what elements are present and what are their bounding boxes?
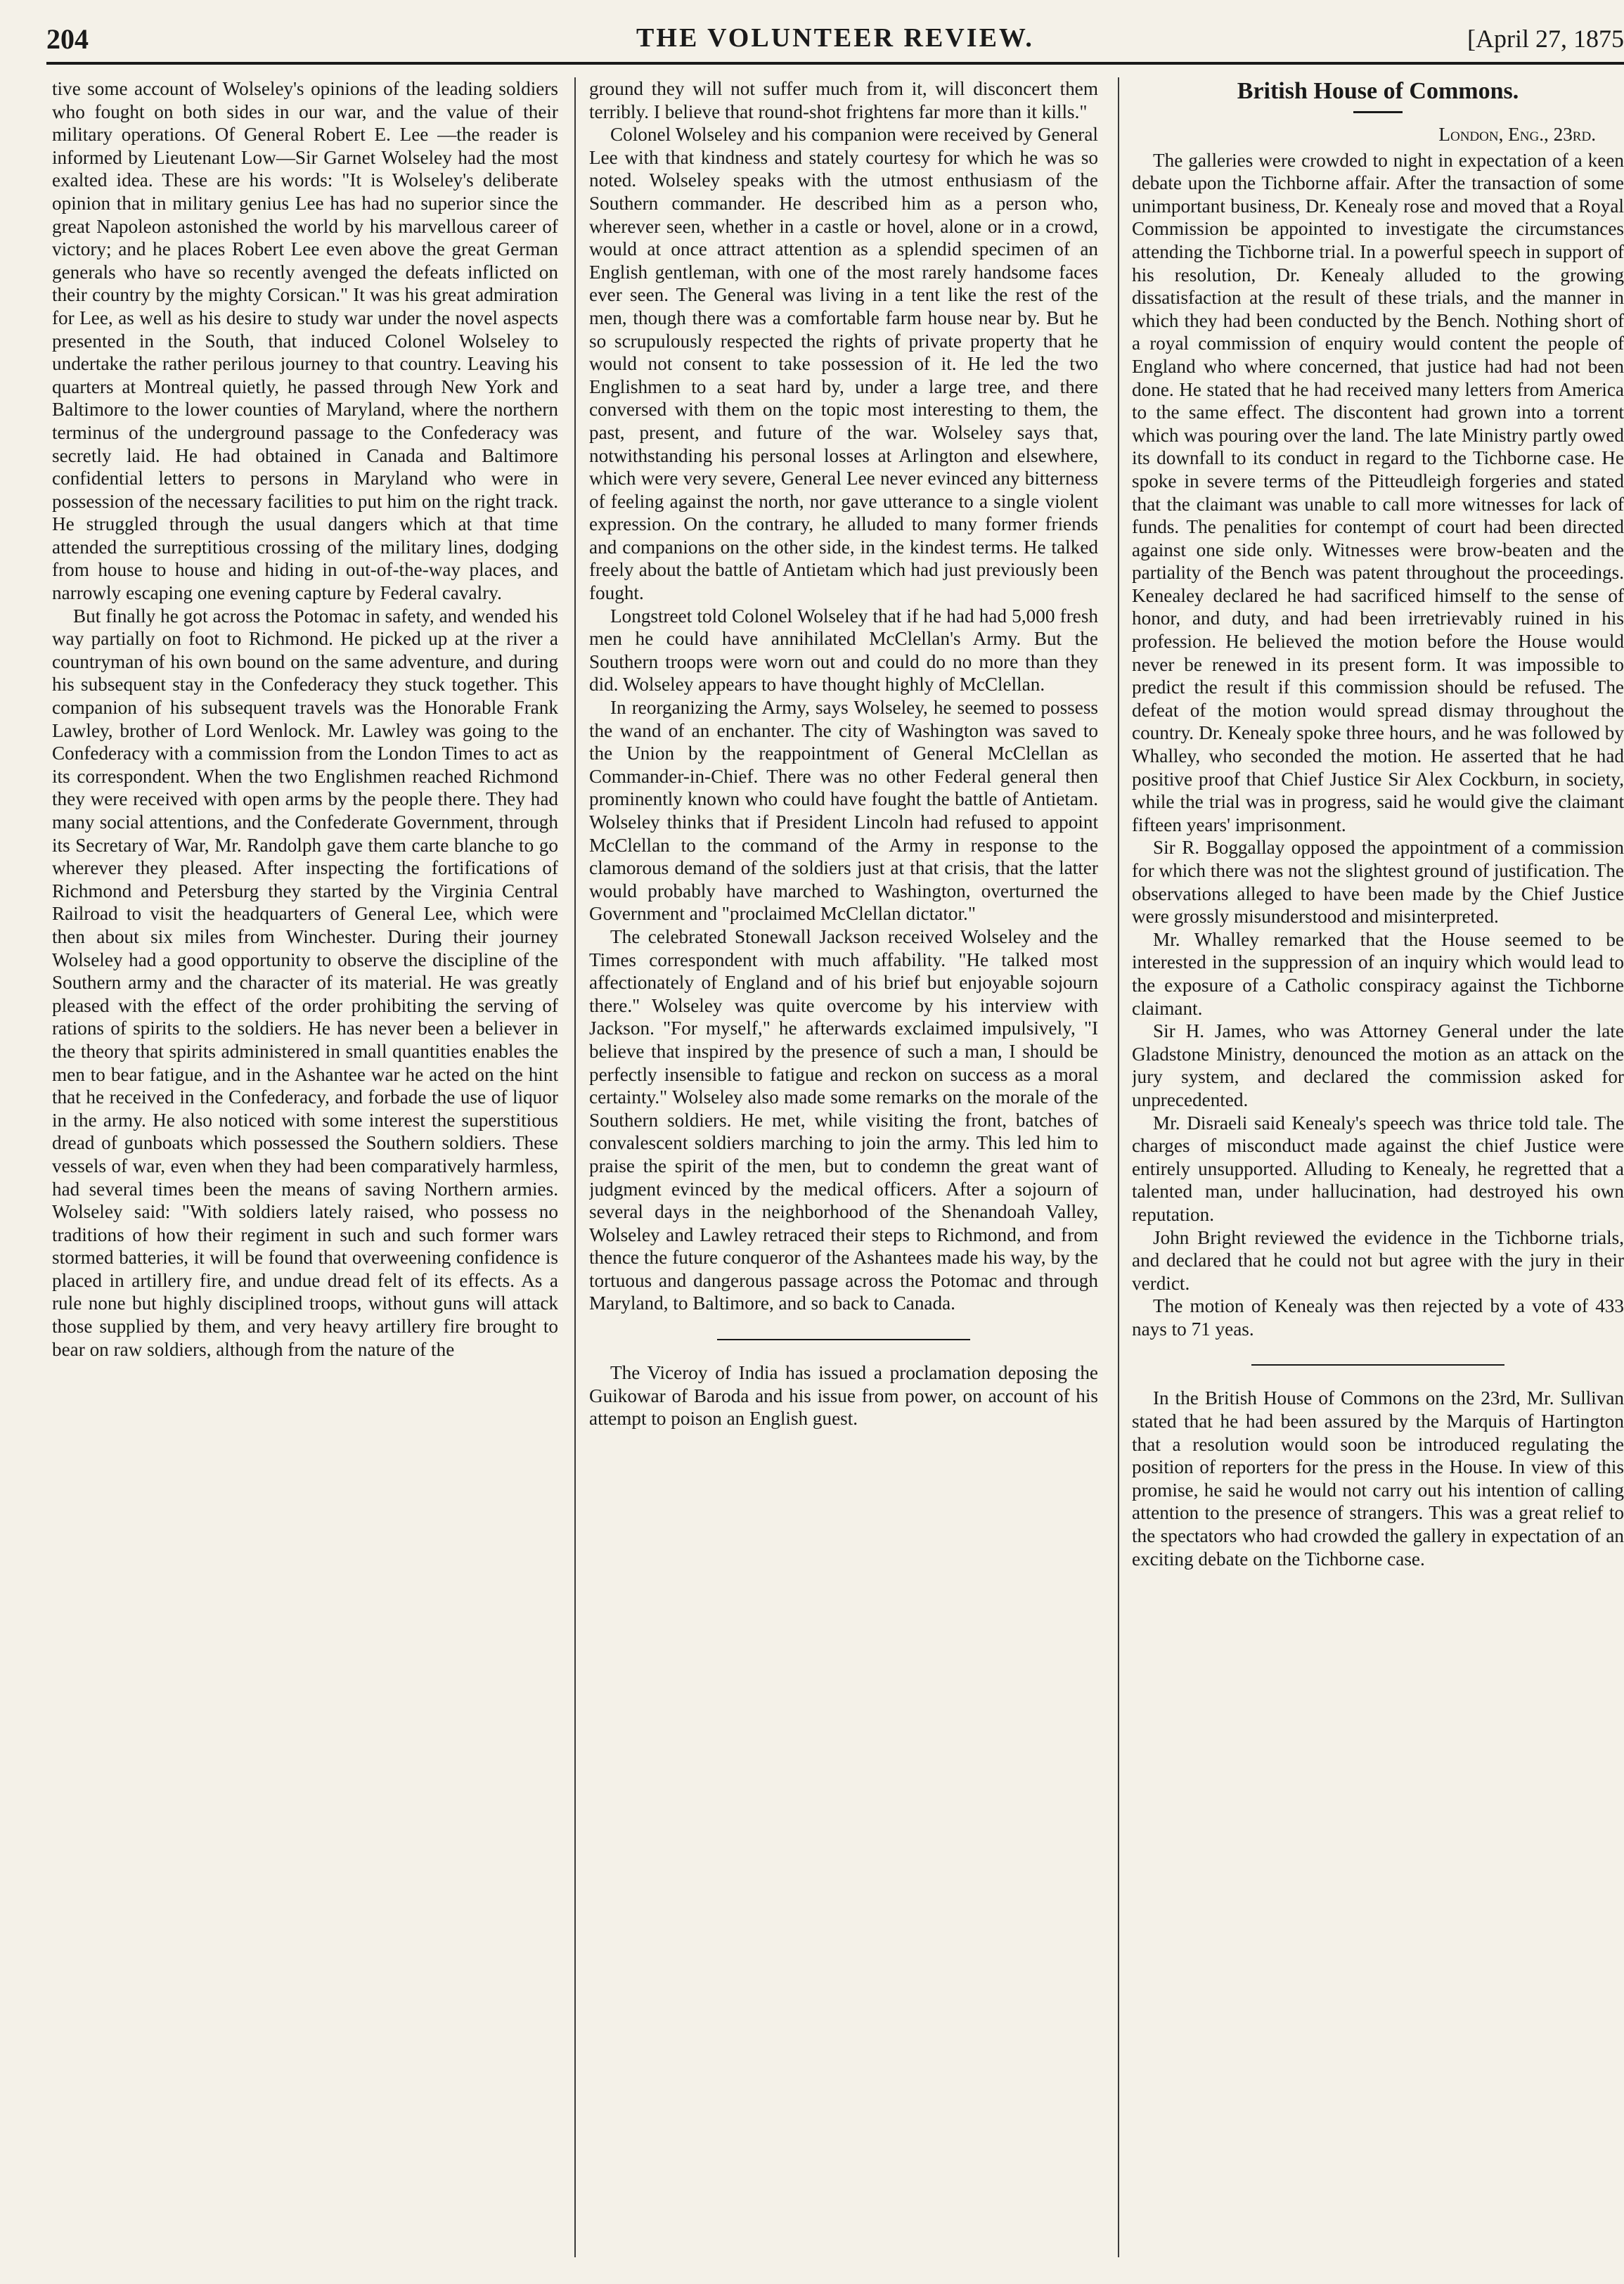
paragraph: Sir R. Boggallay opposed the appointment of a commission for which there was not the slightest ground of justification. The observations alleged to have been made by the Chief Justice were grossly misunderstood and misinterpreted. (1132, 837, 1624, 928)
news-item-reporters: In the British House of Commons on the 23rd, Mr. Sullivan stated that he had been assured by the Marquis of Hartington that a resolution would soon be introduced regulating the position of reporters for the press in the House. In view of this promise, he said he would not carry out his intention of calling attention to the presence of strangers. This was a great relief to the spectators who had crowded the gallery in expectation of an exciting debate on the Tichborne case. (1132, 1387, 1624, 1570)
page-number: 204 (46, 23, 89, 55)
paragraph: But finally he got across the Potomac in safety, and wended his way partially on foot to Richmond. He picked up at the river a countryman of his own bound on the same adventure, and during his subsequent stay in the Confederacy they stuck together. This companion of his subsequent travels was the Honorable Frank Lawley, brother of Lord Wenlock. Mr. Lawley was going to the Confederacy with a commission from the London Times to act as its correspondent. When the two Englishmen reached Richmond they were received with open arms by the people there. They had many social attentions, and the Confederate Government, through its Secretary of War, Mr. Randolph gave them carte blanche to go wherever they pleased. After inspecting the fortifications of Richmond and Petersburg they started by the Virginia Central Railroad to visit the headquarters of General Lee, which were then about six miles from Winchester. During their journey Wolseley had a good opportunity to observe the discipline of the Southern army and the character of its material. He was greatly pleased with the effect of the order prohibiting the serving of rations of spirits to the soldiers. He has never been a believer in the theory that spirits administered in small quantities enables the men to bear fatigue, and in the Ashantee war he acted on the hint that he received in the Confederacy, and forbade the use of liquor in the army. He also noticed with some interest the superstitious dread of gunboats which possessed the Southern soldiers. These vessels of war, even when they had been comparatively harmless, had several times been the means of saving Northern armies. Wolseley said: "With soldiers lately raised, who possess no traditions of how their regiment in such and such former wars stormed batteries, it will be found that overweening confidence is placed in artillery fire, and undue dread felt of its effects. As a rule none but highly disciplined troops, without guns will attack those supplied by them, and very heavy artillery fire brought to bear on raw soldiers, although from the nature of the (52, 605, 558, 1360)
issue-date: [April 27, 1875 (1467, 25, 1624, 53)
paragraph: Colonel Wolseley and his companion were received by General Lee with that kindness and stately courtesy for which he was so noted. Wolseley speaks with the utmost enthusiasm of the Southern commander. He described him as a person who, wherever seen, whether in a castle or hovel, alone or in a crowd, would at once attract attention as a splendid specimen of an English gentleman, with one of the most rarely handsome faces ever seen. The General was living in a tent like the rest of the men, though there was a comfortable farm house near by. But he so scrupulously respected the rights of private property that he would not consent to take possession of it. He led the two Englishmen to a seat hard by, under a large tree, and there conversed with them on the topic most interesting to them, the past, present, and future of the war. Wolseley says that, notwithstanding his personal losses at Arlington and elsewhere, which were very severe, General Lee never evinced any bitterness of feeling against the north, nor gave utterance to a single violent expression. On the contrary, he alluded to many former friends and companions on the other side, in the kindest terms. He talked freely about the battle of Antietam which had just previously been fought. (589, 124, 1098, 604)
paragraph: The celebrated Stonewall Jackson received Wolseley and the Times correspondent with much affability. "He talked most affectionately of England and of his brief but enjoyable sojourn there." Wolseley was quite overcome by his interview with Jackson. "For myself," he afterwards exclaimed impulsively, "I believe that inspired by the presence of such a man, I should be perfectly insensible to fatigue and reckon on success as a moral certainty." Wolseley also made some remarks on the morale of the Southern soldiers. He met, while visiting the front, batches of convalescent soldiers marching to join the army. This led him to praise the spirit of the men, but to condemn the great want of judgment evinced by the medical officers. After a sojourn of several days in the neighborhood of the Shenandoah Valley, Wolseley and Lawley retraced their steps to Richmond, and from thence the future conqueror of the Ashantees made his way, by the tortuous and dangerous passage across the Potomac and through Maryland, to Baltimore, and so back to Canada. (589, 925, 1098, 1314)
paragraph: The galleries were crowded to night in expectation of a keen debate upon the Tichborne affair. After the transaction of some unimportant business, Dr. Kenealy rose and moved that a Royal Commission be appointed to investigate the circumstances attending the Tichborne trial. In a powerful speech in support of his resolution, Dr. Kenealy alluded to the growing dissatisfaction at the result of these trials, and the manner in which they had been conducted by the Bench. Nothing short of a royal commission of enquiry would content the people of England who where concerned, that justice had had not been done. He stated that he had received many letters from America to the same effect. The discontent had grown into a torrent which was pouring over the land. The late Ministry partly owed its downfall to its conduct in regard to the Tichborne case. He spoke in severe terms of the Pitteudleigh forgeries and stated that the claimant was unable to call more witnesses for lack of funds. The penalities for contempt of court had been directed against one side only. Witnesses were brow-beaten and the partiality of the Bench was patent throughout the proceedings. Kenealey declared he had sacrificed himself to the sense of honor, and duty, and had been irretrievably ruined in his profession. He believed the motion before the House would never be renewed in its present form. It was impossible to predict the result if this commission should be refused. The defeat of the motion would spread dismay throughout the country. Dr. Kenealy spoke three hours, and he was followed by Whalley, who seconded the motion. He asserted that he had positive proof that Chief Justice Sir Alex Cockburn, in society, while the trial was in progress, said he would give the claimant fifteen years' imprisonment. (1132, 149, 1624, 835)
paragraph: Sir H. James, who was Attorney General under the late Gladstone Ministry, denounced the motion as an attack on the jury system, and declared the commission asked for unprecedented. (1132, 1020, 1624, 1110)
column-3 (1132, 77, 1624, 2273)
column-rule (1118, 77, 1119, 2257)
paragraph: Mr. Whalley remarked that the House seemed to be interested in the suppression of an inquiry which would lead to the exposure of a Catholic conspiracy against the Tichborne claimant. (1132, 928, 1624, 1019)
column-rule (574, 77, 576, 2257)
journal-title: THE VOLUNTEER REVIEW. (636, 23, 1034, 53)
heading-dash (1353, 111, 1403, 113)
section-heading: British House of Commons. (1237, 78, 1519, 104)
paragraph: tive some account of Wolseley's opinions of the leading soldiers who fought on both sides in our war, and the value of their military operations. Of General Robert E. Lee —the reader is informed by Lieutenant Low—Sir Garnet Wolseley had the most exalted idea. These are his words: "It is Wolseley's deliberate opinion that in military genius Lee has had no superior since the great Napoleon astonished the world by his marvellous career of victory; and he places Robert Lee even above the great German generals who have so recently avenged the defeats inflicted on their country by the mighty Corsican." It was his great admiration for Lee, as well as his desire to study war under the novel aspects presented in the South, that induced Colonel Wolseley to undertake the rather perilous journey to that country. Leaving his quarters at Montreal quietly, he passed through New York and Baltimore to the lower counties of Maryland, where the northern terminus of the underground passage to the Confederacy was secretly laid. He had obtained in Canada and Baltimore confidential letters to persons in Maryland who were in possession of the necessary facilities to put him on the right track. He struggled through the usual dangers which at that time attended the surreptitious crossing of the military lines, dodging from house to house and hiding in out-of-the-way places, and narrowly escaping one evening capture by Federal cavalry. (52, 78, 558, 604)
paragraph: The motion of Kenealy was then rejected by a vote of 433 nays to 71 yeas. (1132, 1295, 1624, 1340)
article-divider (1251, 1364, 1504, 1366)
column-2 (589, 77, 1098, 2273)
column-1 (52, 77, 558, 2273)
paragraph: ground they will not suffer much from it, will disconcert them terribly. I believe that round-shot frightens far more than it kills." (589, 78, 1098, 122)
article-divider (717, 1339, 970, 1340)
paragraph: Longstreet told Colonel Wolseley that if he had had 5,000 fresh men he could have annihilated McClellan's Army. But the Southern troops were worn out and could do no more than they did. Wolseley appears to have thought highly of McClellan. (589, 605, 1098, 695)
paragraph: Mr. Disraeli said Kenealy's speech was thrice told tale. The charges of misconduct made against the chief Justice were entirely unsupported. Alluding to Kenealy, he regretted that a talented man, under hallucination, had destroyed his own reputation. (1132, 1112, 1624, 1225)
news-item-viceroy: The Viceroy of India has issued a proclamation deposing the Guikowar of Baroda and his issue from power, on account of his attempt to poison an English guest. (589, 1362, 1098, 1430)
dateline: London, Eng., 23rd. (1438, 124, 1596, 145)
paragraph: In reorganizing the Army, says Wolseley, he seemed to possess the wand of an enchanter. The city of Washington was saved to the Union by the reappointment of General McClellan as Commander-in-Chief. There was no other Federal general then prominently known who could have fought the battle of Antietam. Wolseley thinks that if President Lincoln had refused to appoint McClellan to the command of the Army in response to the clamorous demand of the soldiers just at that crisis, that the latter would probably have marched to Washington, overturned the Government and "proclaimed McClellan dictator." (589, 697, 1098, 925)
paragraph: John Bright reviewed the evidence in the Tichborne trials, and declared that he could not but agree with the jury in their verdict. (1132, 1226, 1624, 1294)
page-header (46, 20, 1624, 65)
